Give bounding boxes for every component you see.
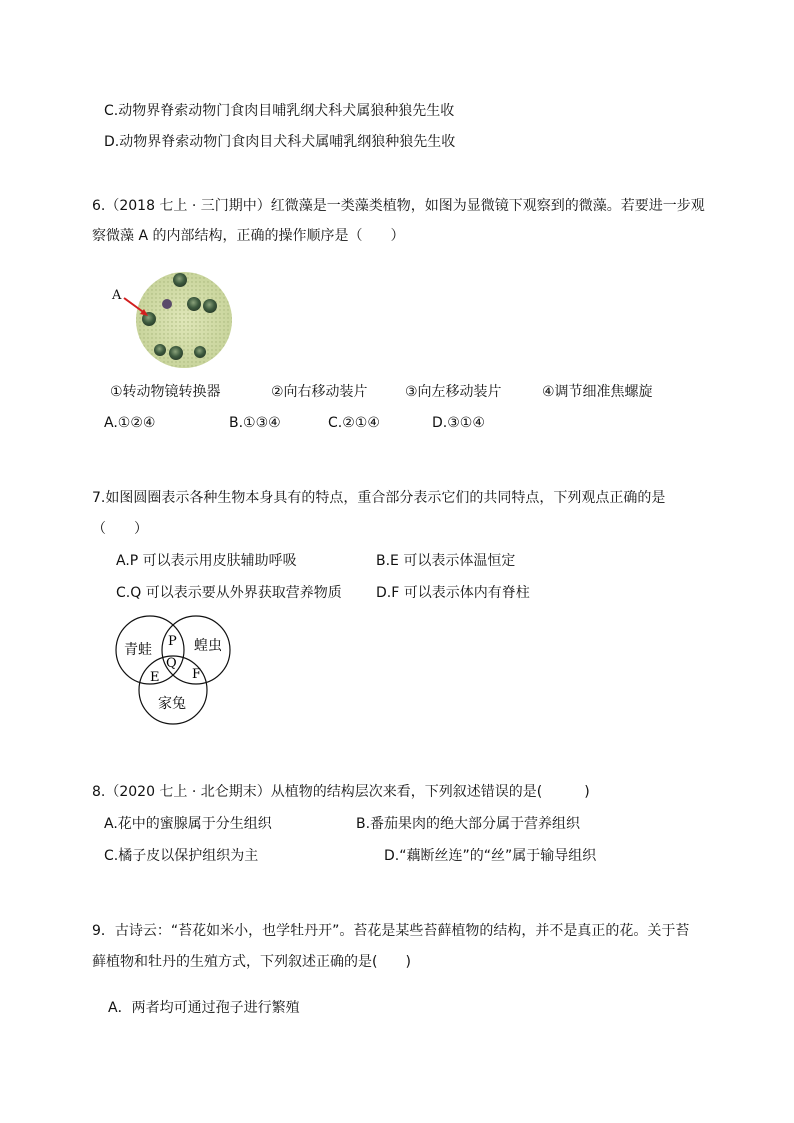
algae-cell bbox=[194, 346, 206, 358]
venn-label-locust: 蝗虫 bbox=[194, 638, 222, 654]
q9-stem-line1: 9．古诗云：“苔花如米小，也学牡丹开”。苔花是某些苔藓植物的结构，并不是真正的花。关于苔 bbox=[92, 923, 690, 939]
q7-option-b: B.E 可以表示体温恒定 bbox=[376, 553, 516, 569]
q6-step-2: ②向右移动装片 bbox=[271, 384, 368, 400]
q8-stem: 8.（2020 七上 · 北仑期末）从植物的结构层次来看，下列叙述错误的是( ) bbox=[92, 784, 590, 800]
q6-step-1: ①转动物镜转换器 bbox=[110, 384, 221, 400]
q8-option-b: B.番茄果肉的绝大部分属于营养组织 bbox=[356, 816, 581, 832]
algae-cell bbox=[173, 273, 187, 287]
q6-option-b: B.①③④ bbox=[229, 415, 281, 431]
q6-step-4: ④调节细准焦螺旋 bbox=[542, 384, 653, 400]
algae-cell bbox=[162, 299, 172, 309]
q7-option-d: D.F 可以表示体内有脊柱 bbox=[376, 585, 530, 601]
microscope-view-figure bbox=[110, 268, 235, 373]
venn-region-e: E bbox=[150, 670, 160, 685]
q8-option-a: A.花中的蜜腺属于分生组织 bbox=[104, 816, 272, 832]
q6-stem-line2: 察微藻 A 的内部结构，正确的操作顺序是（ ） bbox=[92, 228, 405, 244]
venn-label-frog: 青蛙 bbox=[124, 642, 152, 658]
q6-option-a: A.①②④ bbox=[104, 415, 156, 431]
q6-option-d: D.③①④ bbox=[432, 415, 485, 431]
venn-region-p: P bbox=[168, 634, 177, 649]
q7-stem-line1: 7.如图圆圈表示各种生物本身具有的特点，重合部分表示它们的共同特点，下列观点正确的是 bbox=[92, 490, 666, 506]
label-a: A bbox=[112, 288, 122, 303]
algae-cell bbox=[203, 299, 217, 313]
q8-option-d: D.“藕断丝连”的“丝”属于输导组织 bbox=[384, 848, 597, 864]
algae-cell bbox=[169, 346, 183, 360]
q7-option-a: A.P 可以表示用皮肤辅助呼吸 bbox=[116, 553, 297, 569]
venn-label-rabbit: 家兔 bbox=[158, 696, 186, 712]
q9-option-a: A．两者均可通过孢子进行繁殖 bbox=[108, 1000, 300, 1016]
q7-stem-line2: （ ） bbox=[92, 521, 148, 537]
q6-option-c: C.②①④ bbox=[328, 415, 380, 431]
venn-region-q: Q bbox=[166, 656, 177, 671]
q9-stem-line2: 藓植物和牡丹的生殖方式，下列叙述正确的是( ) bbox=[92, 954, 411, 970]
q5-option-c: C.动物界脊索动物门食肉目哺乳纲犬科犬属狼种狼先生收 bbox=[104, 103, 455, 119]
q8-option-c: C.橘子皮以保护组织为主 bbox=[104, 848, 259, 864]
venn-diagram bbox=[110, 612, 240, 727]
q6-step-3: ③向左移动装片 bbox=[405, 384, 502, 400]
q5-option-d: D.动物界脊索动物门食肉目犬科犬属哺乳纲狼种狼先生收 bbox=[104, 134, 456, 150]
q7-option-c: C.Q 可以表示要从外界获取营养物质 bbox=[116, 585, 342, 601]
venn-region-f: F bbox=[192, 667, 202, 682]
algae-cell bbox=[187, 297, 201, 311]
algae-cell bbox=[154, 344, 166, 356]
q6-stem-line1: 6.（2018 七上 · 三门期中）红微藻是一类藻类植物，如图为显微镜下观察到的微藻。若要进一步观 bbox=[92, 198, 705, 214]
